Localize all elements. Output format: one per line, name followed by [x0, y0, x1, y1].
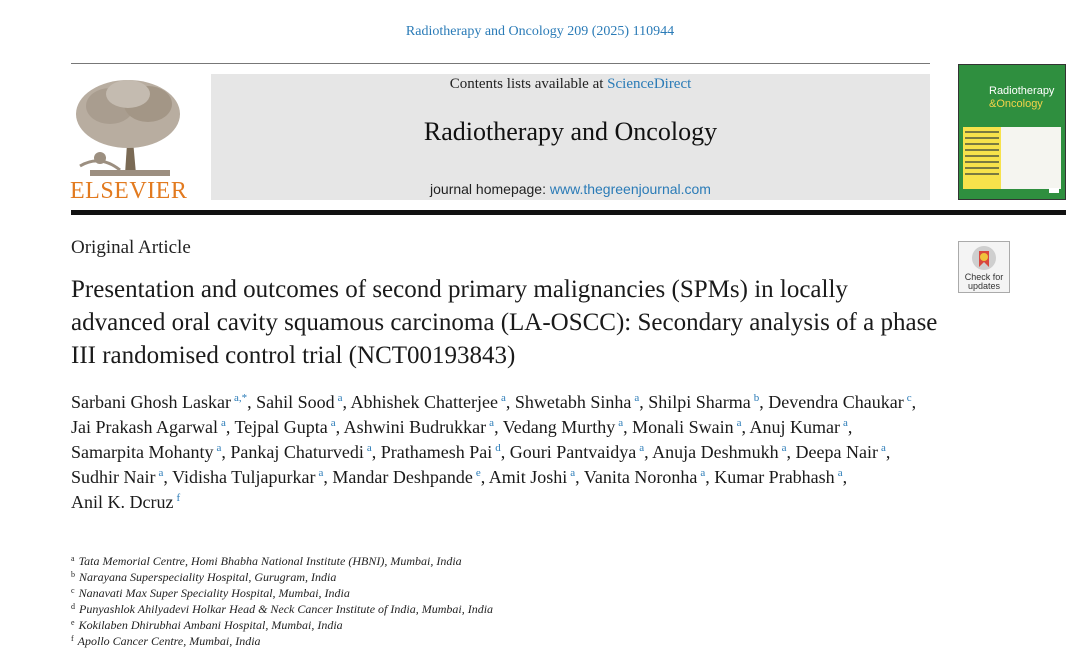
affiliation-key: f [71, 634, 74, 643]
author-affiliation-marker[interactable]: a [220, 417, 226, 429]
check-label-line2: updates [967, 281, 1001, 291]
cover-title-line2: &Oncology [989, 98, 1043, 110]
author-entry [489, 467, 575, 487]
author-name[interactable]: Jai Prakash Agarwal [71, 417, 218, 437]
author-name[interactable]: Sudhir Nair [71, 467, 156, 487]
contents-prefix: Contents lists available at [449, 76, 608, 92]
author-entry [503, 417, 623, 437]
journal-cover-thumbnail[interactable] [958, 64, 1066, 200]
elsevier-tree-icon [70, 74, 188, 178]
author-name[interactable]: Shwetabh Sinha [514, 392, 632, 412]
affiliation-text: Punyashlok Ahilyadevi Holkar Head & Neck Cancer Institute of India, Mumbai, India [79, 602, 494, 616]
author-name[interactable]: Sarbani Ghosh Laskar [71, 392, 231, 412]
author-affiliation-marker[interactable]: a [366, 442, 372, 454]
affiliation-item [71, 617, 971, 633]
affiliation-key: b [71, 570, 75, 579]
article-type: Original Article [71, 237, 191, 258]
homepage-prefix: journal homepage: [430, 181, 550, 197]
affiliation-key: c [71, 586, 75, 595]
author-name[interactable]: Anuja Deshmukh [652, 442, 779, 462]
author-affiliation-marker[interactable]: a [700, 467, 706, 479]
author-entry [768, 392, 911, 412]
author-affiliation-marker[interactable]: a [639, 442, 645, 454]
author-entry [71, 392, 247, 412]
author-affiliation-marker[interactable]: a [880, 442, 886, 454]
author-name[interactable]: Amit Joshi [488, 467, 568, 487]
author-affiliation-marker[interactable]: f [176, 492, 181, 504]
author-name[interactable]: Abhishek Chatterjee [350, 392, 498, 412]
author-name[interactable]: Devendra Chaukar [768, 392, 904, 412]
author-name[interactable]: Anil K. Dcruz [71, 492, 174, 512]
header-rule [71, 63, 930, 64]
author-affiliation-marker[interactable]: a [318, 467, 324, 479]
author-entry [510, 442, 644, 462]
affiliation-text: Kokilaben Dhirubhai Ambani Hospital, Mumbai, India [78, 618, 343, 632]
author-entry [632, 417, 741, 437]
article-title: Presentation and outcomes of second primary malignancies (SPMs) in locally advanced oral cavity squamous carcinoma (LA-OSCC): Secondary analysis of a phase III randomised control trial (NCT00193843) [71, 276, 938, 369]
author-entry [344, 417, 494, 437]
affiliation-text: Apollo Cancer Centre, Mumbai, India [77, 634, 261, 648]
author-affiliation-marker[interactable]: a [216, 442, 222, 454]
author-name[interactable]: Monali Swain [632, 417, 734, 437]
elsevier-wordmark: ELSEVIER [70, 178, 188, 204]
author-name[interactable]: Tejpal Gupta [234, 417, 328, 437]
affiliation-text: Nanavati Max Super Speciality Hospital, Mumbai, India [78, 586, 350, 600]
affiliation-item [71, 585, 971, 601]
affiliation-list [71, 553, 971, 649]
author-affiliation-marker[interactable]: a [570, 467, 576, 479]
check-label-line1: Check for [964, 272, 1004, 282]
author-entry [256, 392, 342, 412]
author-affiliation-marker[interactable]: c [906, 392, 912, 404]
sciencedirect-link[interactable]: ScienceDirect [607, 76, 692, 92]
cover-publisher-mark [1049, 188, 1059, 193]
elsevier-logo[interactable] [70, 74, 188, 202]
homepage-line [211, 181, 930, 197]
author-affiliation-marker[interactable]: a [736, 417, 742, 429]
author-entry [750, 417, 848, 437]
author-name[interactable]: Vidisha Tuljapurkar [172, 467, 316, 487]
author-affiliation-marker[interactable]: a [781, 442, 787, 454]
author-affiliation-marker[interactable]: a [337, 392, 343, 404]
affiliation-item [71, 553, 971, 569]
author-entry [584, 467, 705, 487]
author-list: Sarbani Ghosh Laskar $^{a,*}$, Sahil Sood $^a$, Abhishek Chatterjee $^a$, Shwetabh Sinha $^a$, Shilpi Sharma $^b$, Devendra Chaukar $^c$, Jai Prakash Agarwal $^a$, Tejpal Gupta $^a$, Ashwini Budrukkar $^a$, Vedang Murthy $^a$, Monali Swain $^a$, Anuj Kumar $^a$, Samarpita Mohanty $^a$, Pankaj Chaturvedi $^a$, Prathamesh Pai $^d$, Gouri Pantvaidya $^a$, Anuja Deshmukh $^a$, Deepa Nair $^a$, Sudhir Nair $^a$, Vidisha Tuljapurkar $^a$, Mandar Deshpande $^e$, Amit Joshi $^a$, Vanita Noronha $^a$, Kumar Prabhash $^a$, Anil K. Dcruz $^f$ [71, 392, 917, 512]
affiliation-key: a [71, 554, 75, 563]
author-name[interactable]: Anuj Kumar [749, 417, 841, 437]
author-name[interactable]: Prathamesh Pai [380, 442, 493, 462]
author-entry [230, 442, 371, 462]
author-name[interactable]: Shilpi Sharma [648, 392, 751, 412]
masthead-rule [71, 210, 1066, 215]
author-entry [71, 467, 163, 487]
check-for-updates-button[interactable] [958, 241, 1010, 293]
journal-citation[interactable]: Radiotherapy and Oncology 209 (2025) 110944 [405, 24, 675, 39]
author-name[interactable]: Gouri Pantvaidya [509, 442, 637, 462]
author-affiliation-marker[interactable]: a [330, 417, 336, 429]
author-name[interactable]: Kumar Prabhash [714, 467, 835, 487]
author-name[interactable]: Samarpita Mohanty [71, 442, 214, 462]
journal-masthead [211, 74, 930, 200]
author-affiliation-marker[interactable]: a [501, 392, 506, 404]
affiliation-item [71, 601, 971, 617]
affiliation-key: d [71, 602, 75, 611]
affiliation-key: e [71, 618, 75, 627]
author-name[interactable]: Sahil Sood [256, 392, 335, 412]
author-affiliation-marker[interactable]: a [837, 467, 843, 479]
author-entry [515, 392, 639, 412]
contents-line [211, 76, 930, 93]
author-entry [332, 467, 480, 487]
author-affiliation-marker[interactable]: d [495, 442, 501, 454]
author-entry [648, 392, 759, 412]
author-entry [796, 442, 886, 462]
author-affiliation-marker[interactable]: a [158, 467, 164, 479]
check-for-updates-label [959, 273, 1009, 291]
affiliation-item [71, 633, 971, 649]
journal-homepage-link[interactable]: www.thegreenjournal.com [549, 181, 711, 197]
affiliation-text: Tata Memorial Centre, Homi Bhabha National Institute (HBNI), Mumbai, India [78, 554, 462, 568]
author-name[interactable]: Deepa Nair [795, 442, 878, 462]
author-entry [71, 492, 180, 512]
author-name[interactable]: Mandar Deshpande [332, 467, 473, 487]
cover-text-lines [965, 131, 999, 179]
affiliation-item [71, 569, 971, 585]
affiliation-text: Narayana Superspeciality Hospital, Gurugram, India [79, 570, 337, 584]
author-affiliation-marker[interactable]: e [475, 467, 481, 479]
author-name[interactable]: Ashwini Budrukkar [343, 417, 487, 437]
crossmark-icon [971, 245, 997, 273]
author-name[interactable]: Vanita Noronha [583, 467, 698, 487]
author-affiliation-marker[interactable]: a [634, 392, 640, 404]
cover-title-line1: Radiotherapy [989, 85, 1055, 97]
author-affiliation-marker[interactable]: b [753, 392, 760, 404]
author-affiliation-marker[interactable]: a [489, 417, 495, 429]
author-entry [172, 467, 323, 487]
journal-name: Radiotherapy and Oncology [423, 117, 718, 146]
author-affiliation-marker[interactable]: a [843, 417, 848, 429]
author-entry [652, 442, 786, 462]
author-entry [381, 442, 501, 462]
author-entry [351, 392, 506, 412]
author-affiliation-marker[interactable]: a [618, 417, 624, 429]
author-affiliation-marker[interactable]: a,* [233, 392, 248, 404]
author-entry [71, 442, 221, 462]
author-entry [714, 467, 842, 487]
author-name[interactable]: Vedang Murthy [502, 417, 616, 437]
author-entry [71, 417, 226, 437]
author-name[interactable]: Pankaj Chaturvedi [230, 442, 364, 462]
author-entry [235, 417, 336, 437]
